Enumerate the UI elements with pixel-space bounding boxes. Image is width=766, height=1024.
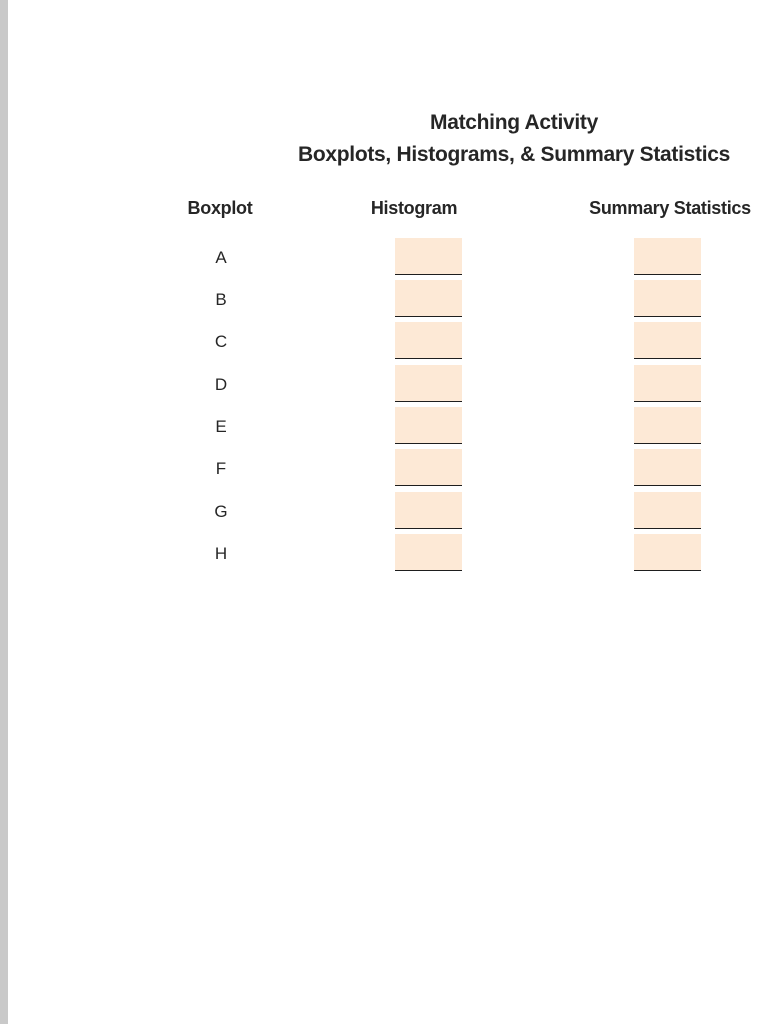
summary-answer-field[interactable] [634, 407, 701, 444]
histogram-answer-field[interactable] [395, 280, 462, 317]
column-header-summary-statistics: Summary Statistics [589, 198, 751, 218]
boxplot-label: C [214, 332, 228, 351]
matching-row [0, 365, 766, 407]
matching-row [0, 322, 766, 364]
column-header-boxplot: Boxplot [187, 198, 253, 218]
boxplot-label: E [215, 417, 227, 436]
histogram-answer-field[interactable] [395, 322, 462, 359]
boxplot-label: G [214, 502, 228, 521]
matching-row [0, 534, 766, 576]
histogram-answer-field[interactable] [395, 449, 462, 486]
matching-row [0, 238, 766, 280]
summary-answer-field[interactable] [634, 365, 701, 402]
boxplot-label: A [215, 248, 227, 267]
summary-answer-field[interactable] [634, 492, 701, 529]
column-header-histogram: Histogram [370, 198, 458, 218]
histogram-answer-field[interactable] [395, 407, 462, 444]
summary-answer-field[interactable] [634, 280, 701, 317]
activity-title: Matching Activity [430, 111, 598, 134]
histogram-answer-field[interactable] [395, 365, 462, 402]
matching-row [0, 449, 766, 491]
matching-row [0, 407, 766, 449]
histogram-answer-field[interactable] [395, 492, 462, 529]
summary-answer-field[interactable] [634, 534, 701, 571]
boxplot-label: D [214, 375, 228, 394]
matching-row [0, 492, 766, 534]
histogram-answer-field[interactable] [395, 238, 462, 275]
summary-answer-field[interactable] [634, 322, 701, 359]
activity-subtitle: Boxplots, Histograms, & Summary Statistics [297, 143, 731, 166]
summary-answer-field[interactable] [634, 449, 701, 486]
histogram-answer-field[interactable] [395, 534, 462, 571]
boxplot-label: F [215, 459, 227, 478]
boxplot-label: B [215, 290, 227, 309]
summary-answer-field[interactable] [634, 238, 701, 275]
matching-row [0, 280, 766, 322]
boxplot-label: H [214, 544, 228, 563]
